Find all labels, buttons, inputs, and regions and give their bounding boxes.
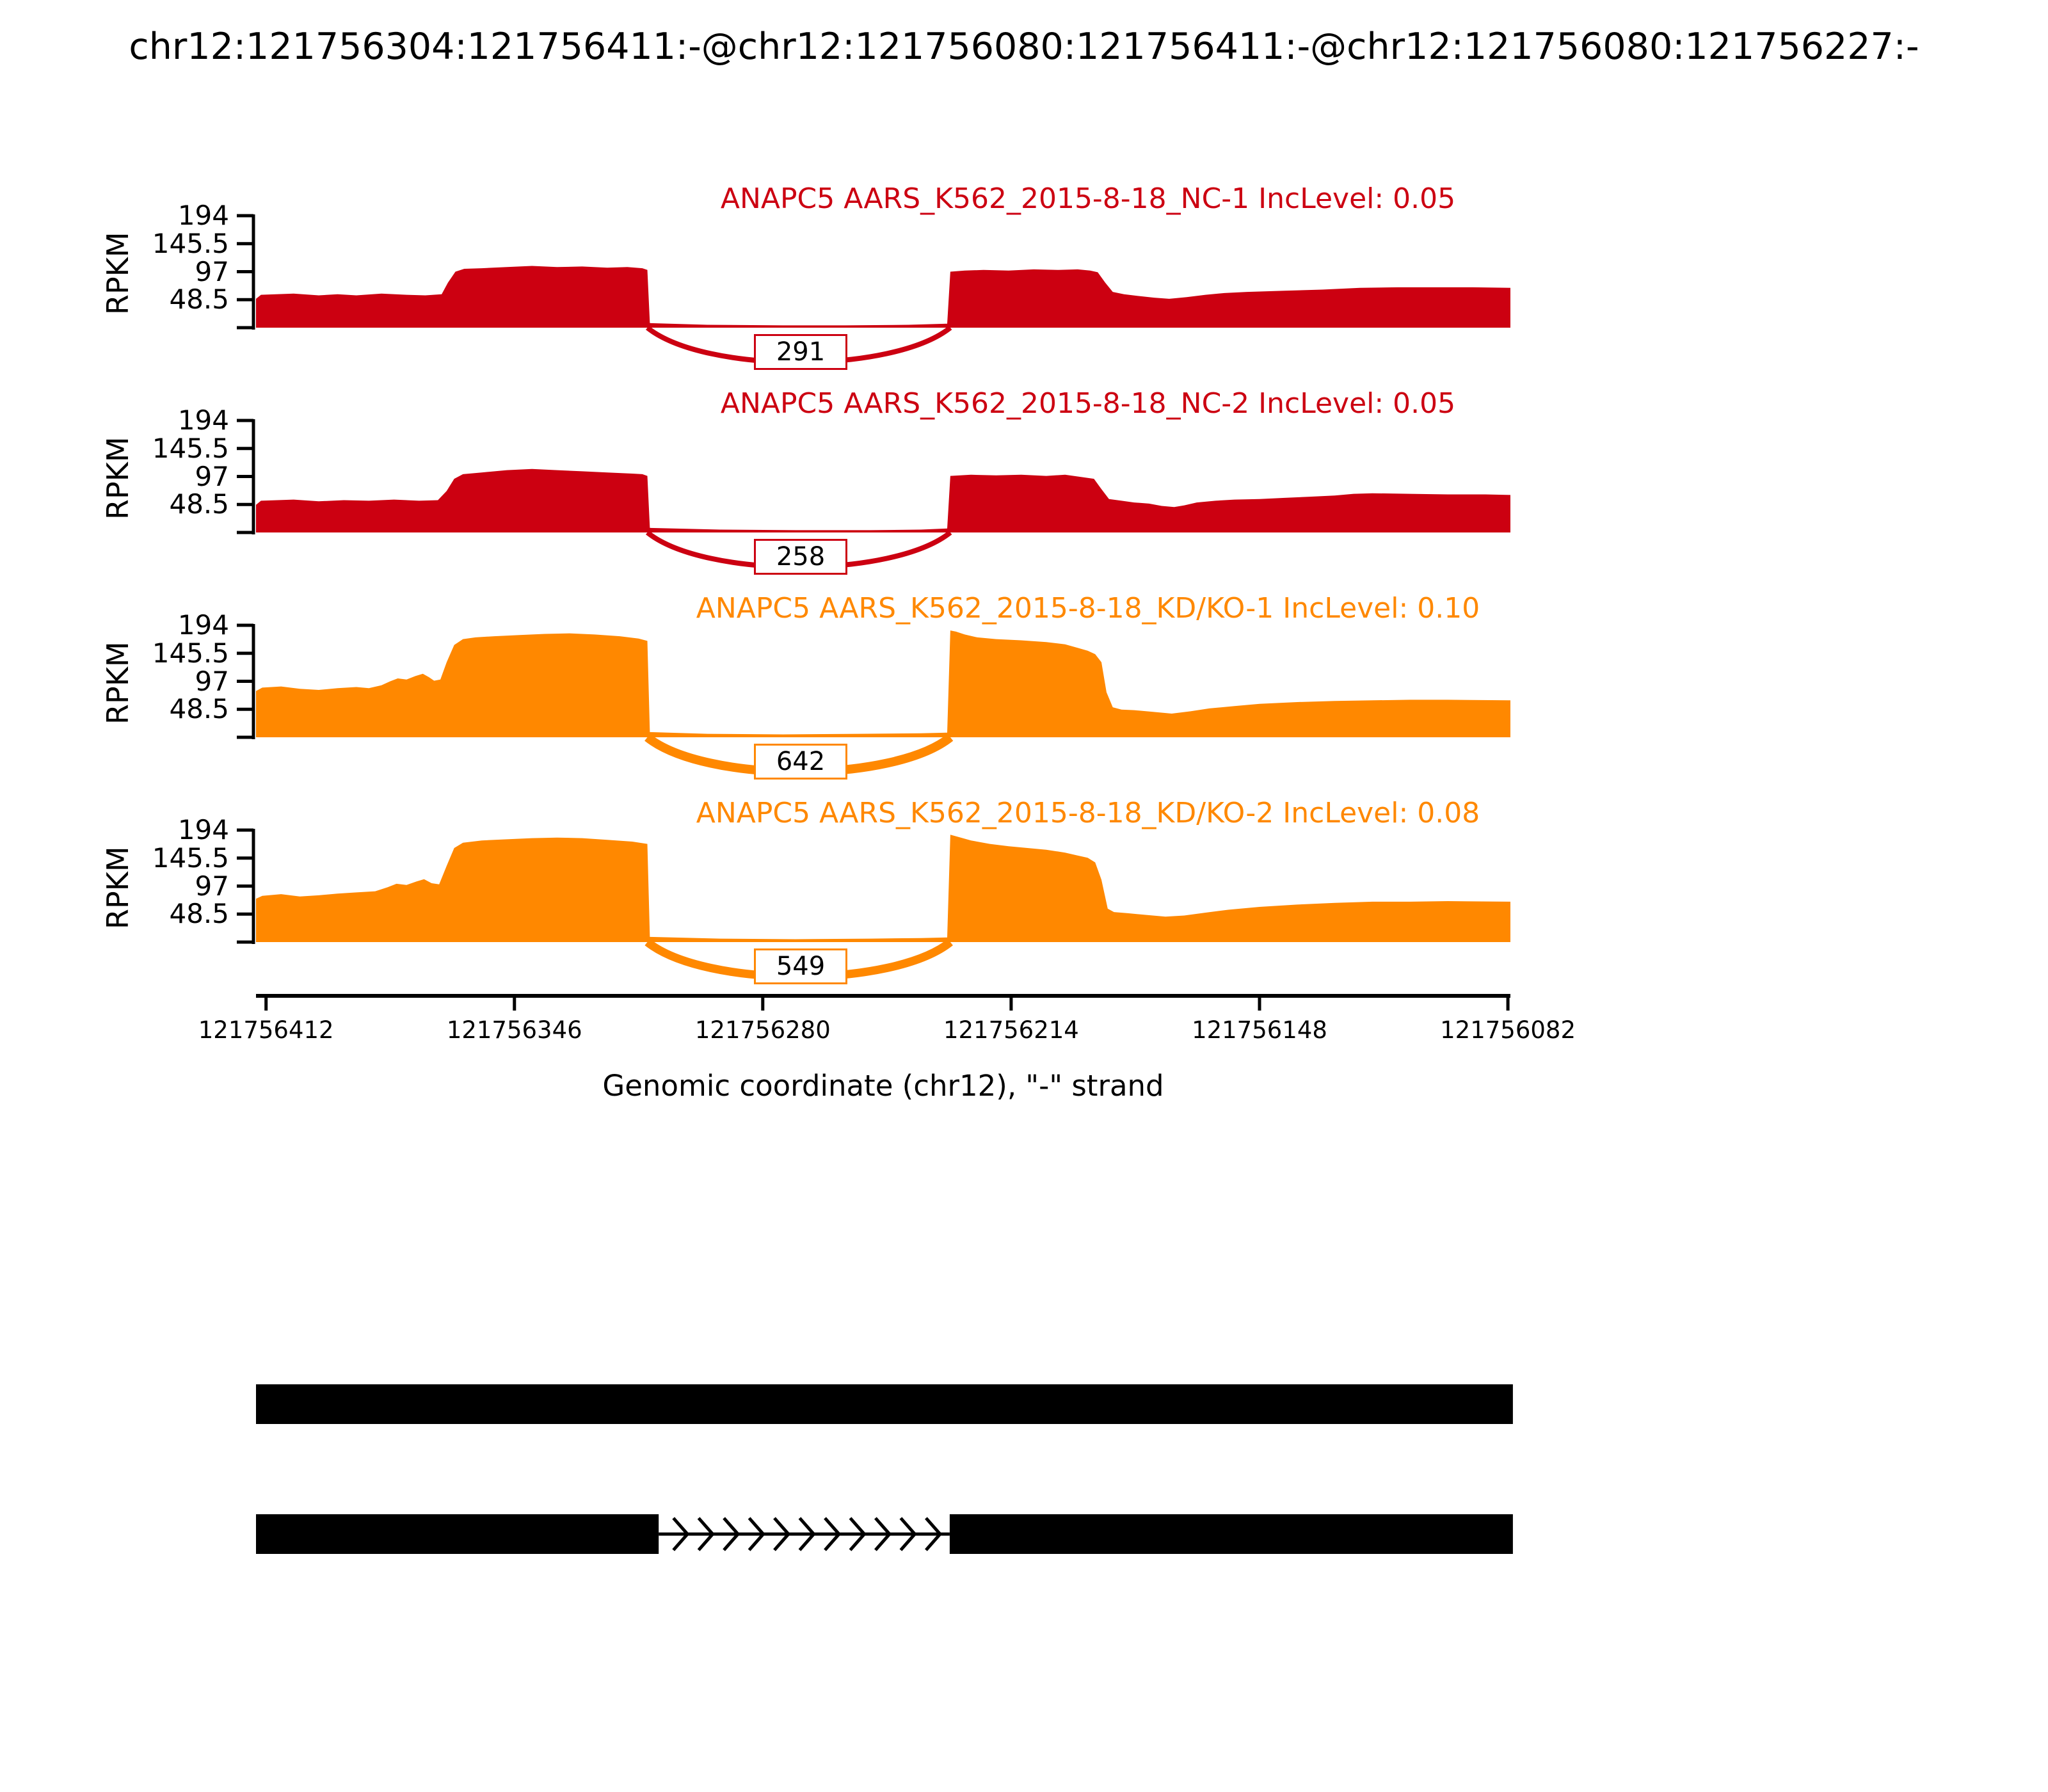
y-axis-tick-label: 97 [195,460,229,492]
track-label: ANAPC5 AARS_K562_2015-8-18_NC-2 IncLevel: 0.05 [720,387,1456,420]
y-axis-spine [237,624,253,739]
y-axis-tick-label: 194 [177,609,229,641]
coverage-plot [230,420,1536,593]
coverage-plot [230,830,1536,1003]
y-axis-tick-label: 145.5 [152,842,229,874]
x-axis-tick-label: 121756082 [1440,1016,1576,1044]
x-axis-spine [256,996,1510,1011]
x-axis-tick-label: 121756412 [198,1016,334,1044]
y-axis-tick-label: 97 [195,255,229,287]
sashimi-track-kdko-2 [0,797,2048,1003]
coverage-plot [230,216,1536,388]
x-axis-tick-label: 121756346 [446,1016,582,1044]
sashimi-track-nc-2 [0,387,2048,593]
sashimi-track-kdko-1 [0,592,2048,798]
skipping-isoform-exon [256,1514,659,1554]
coverage-plot [230,625,1536,798]
sashimi-track-nc-1 [0,182,2048,388]
y-axis-tick-label: 97 [195,870,229,902]
junction-read-count: 258 [754,539,847,575]
y-axis-title: RPKM [100,846,135,929]
coverage-area [256,266,1510,328]
y-axis-title: RPKM [100,436,135,520]
track-label: ANAPC5 AARS_K562_2015-8-18_KD/KO-2 IncLevel: 0.08 [696,797,1480,829]
y-axis-tick-label: 48.5 [169,488,229,520]
y-axis-tick-label: 194 [177,404,229,436]
coverage-area [256,469,1510,532]
track-label: ANAPC5 AARS_K562_2015-8-18_KD/KO-1 IncLevel: 0.10 [696,592,1480,625]
y-axis-tick-label: 48.5 [169,284,229,316]
y-axis-tick-label: 48.5 [169,693,229,725]
track-label: ANAPC5 AARS_K562_2015-8-18_NC-1 IncLevel: 0.05 [720,182,1456,215]
x-axis-tick-label: 121756280 [694,1016,831,1044]
x-axis-tick-label: 121756214 [943,1016,1079,1044]
skipping-isoform-exon [950,1514,1513,1554]
y-axis-tick-label: 145.5 [152,637,229,669]
coverage-area [256,835,1510,942]
y-axis-tick-label: 48.5 [169,898,229,930]
y-axis-title: RPKM [100,232,135,315]
y-axis-tick-label: 194 [177,200,229,231]
gene-model [256,1370,1523,1562]
y-axis-spine [237,829,253,944]
junction-read-count: 549 [754,948,847,984]
coverage-area [256,630,1510,737]
junction-read-count: 291 [754,334,847,370]
y-axis-tick-label: 194 [177,814,229,845]
y-axis-title: RPKM [100,641,135,724]
x-axis [0,993,2048,1153]
figure-title: chr12:121756304:121756411:-@chr12:121756080:121756411:-@chr12:121756080:121756227:- [129,26,1919,68]
y-axis-tick-label: 145.5 [152,227,229,259]
y-axis-tick-label: 97 [195,665,229,697]
y-axis-spine [237,419,253,534]
junction-read-count: 642 [754,744,847,780]
y-axis-tick-label: 145.5 [152,432,229,464]
x-axis-tick-label: 121756148 [1192,1016,1327,1044]
y-axis-spine [237,214,253,330]
x-axis-title: Genomic coordinate (chr12), "-" strand [602,1069,1164,1103]
inclusion-isoform-exon [256,1384,1513,1424]
